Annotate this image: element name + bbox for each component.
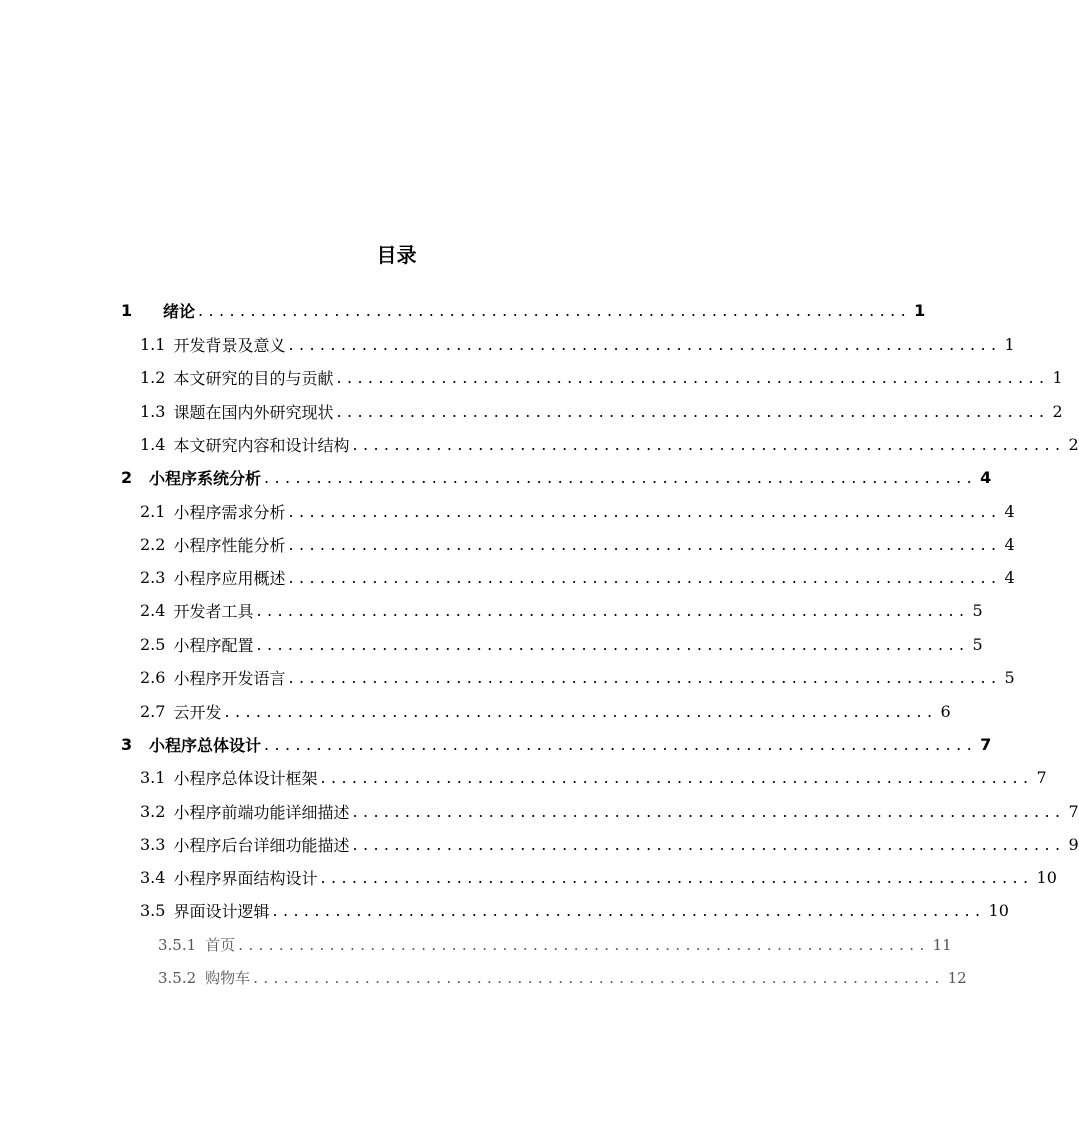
toc-entry-number: 3.5.1 (158, 935, 197, 954)
dot-leader: .................................................................... (238, 935, 930, 954)
toc-entry-number: 3.5 (140, 901, 166, 920)
dot-leader: .................................................................... (256, 601, 970, 620)
toc-entry-page: 2 (1052, 402, 1063, 421)
toc-entry-2-4[interactable] (140, 594, 983, 627)
toc-entry-number: 2 (121, 468, 133, 487)
toc-entry-1-2[interactable] (140, 361, 1063, 394)
toc-entry-label: 小程序应用概述 (173, 569, 286, 588)
toc-entry-page: 7 (980, 735, 992, 754)
toc-entry-label: 本文研究内容和设计结构 (173, 436, 350, 455)
dot-leader: .................................................................... (352, 802, 1066, 821)
toc-entry-number: 2.5 (140, 635, 166, 654)
toc-entry-3[interactable] (121, 728, 992, 761)
toc-entry-label: 小程序系统分析 (149, 469, 262, 488)
toc-entry-number: 3.3 (140, 835, 166, 854)
dot-leader: .................................................................... (253, 968, 945, 987)
toc-entry-page: 7 (1036, 768, 1047, 787)
toc-entry-2-5[interactable] (140, 628, 983, 661)
toc-entry-label: 小程序需求分析 (173, 503, 286, 522)
dot-leader: .................................................................... (352, 835, 1066, 854)
toc-entry-number: 2.3 (140, 568, 166, 587)
toc-entry-page: 4 (1004, 535, 1015, 554)
toc-entry-number: 2.7 (140, 702, 166, 721)
toc-entry-page: 11 (932, 935, 952, 954)
toc-entry-number: 1 (121, 301, 133, 320)
dot-leader: .................................................................... (288, 335, 1002, 354)
toc-entry-label: 本文研究的目的与贡献 (173, 369, 334, 388)
dot-leader: .................................................................... (320, 768, 1034, 787)
toc-entry-3-3[interactable] (140, 828, 1079, 861)
toc-entry-label: 小程序总体设计 (149, 736, 262, 755)
toc-entry-page: 10 (988, 901, 1009, 920)
toc-entry-page: 5 (972, 635, 983, 654)
dot-leader: .................................................................... (352, 435, 1066, 454)
toc-entry-label: 开发背景及意义 (173, 336, 286, 355)
toc-entry-page: 10 (1036, 868, 1057, 887)
toc-entry-number: 2.2 (140, 535, 166, 554)
toc-entry-page: 1 (1052, 368, 1063, 387)
dot-leader: .................................................................... (336, 402, 1050, 421)
toc-entry-page: 4 (1004, 568, 1015, 587)
toc-entry-3-5-2[interactable] (158, 961, 967, 994)
dot-leader: .................................................................... (264, 735, 978, 754)
toc-entry-page: 4 (980, 468, 992, 487)
dot-leader: .................................................................... (272, 901, 986, 920)
toc-entry-label: 购物车 (205, 969, 251, 987)
toc-entry-2-2[interactable] (140, 528, 1015, 561)
toc-entry-2-7[interactable] (140, 695, 951, 728)
dot-leader: .................................................................... (336, 368, 1050, 387)
toc-entry-label: 小程序性能分析 (173, 536, 286, 555)
toc-entry-page: 5 (1004, 668, 1015, 687)
toc-entry-number: 2.1 (140, 502, 166, 521)
toc-title: 目录 (376, 243, 417, 267)
toc-entry-page: 5 (972, 601, 983, 620)
toc-entry-2[interactable] (121, 461, 992, 494)
dot-leader: .................................................................... (288, 568, 1002, 587)
dot-leader: .................................................................... (288, 502, 1002, 521)
toc-entry-page: 1 (1004, 335, 1015, 354)
toc-entry-1-4[interactable] (140, 428, 1079, 461)
dot-leader: .................................................................... (320, 868, 1034, 887)
dot-leader: .................................................................... (224, 702, 938, 721)
toc-entry-label: 云开发 (173, 703, 222, 722)
toc-entry-1[interactable] (121, 294, 926, 327)
toc-entry-number: 3 (121, 735, 133, 754)
toc-entry-label: 首页 (205, 936, 236, 954)
toc-entry-label: 小程序前端功能详细描述 (173, 803, 350, 822)
toc-entry-number: 3.4 (140, 868, 166, 887)
toc-entry-3-2[interactable] (140, 795, 1079, 828)
toc-entry-page: 6 (940, 702, 951, 721)
toc-entry-1-1[interactable] (140, 328, 1015, 361)
toc-entry-label: 小程序配置 (173, 636, 254, 655)
toc-entry-page: 12 (947, 968, 967, 987)
toc-entry-number: 1.4 (140, 435, 166, 454)
dot-leader: .................................................................... (288, 535, 1002, 554)
toc-entry-label: 小程序开发语言 (173, 669, 286, 688)
dot-leader: .................................................................... (198, 301, 912, 320)
toc-entry-3-5[interactable] (140, 894, 1009, 927)
toc-entry-number: 2.4 (140, 601, 166, 620)
toc-entry-page: 1 (914, 301, 926, 320)
toc-entry-number: 2.6 (140, 668, 166, 687)
toc-entry-label: 绪论 (163, 302, 196, 321)
toc-entry-number: 1.2 (140, 368, 166, 387)
toc-entry-page: 2 (1068, 435, 1079, 454)
toc-entry-number: 1.3 (140, 402, 166, 421)
toc-entry-1-3[interactable] (140, 395, 1063, 428)
toc-entry-number: 3.1 (140, 768, 166, 787)
toc-entry-page: 9 (1068, 835, 1079, 854)
toc-entry-page: 4 (1004, 502, 1015, 521)
toc-entry-number: 1.1 (140, 335, 166, 354)
dot-leader: .................................................................... (288, 668, 1002, 687)
dot-leader: .................................................................... (264, 468, 978, 487)
toc-entry-label: 开发者工具 (173, 602, 254, 621)
toc-entry-3-5-1[interactable] (158, 928, 952, 961)
toc-entry-page: 7 (1068, 802, 1079, 821)
dot-leader: .................................................................... (256, 635, 970, 654)
toc-entry-2-3[interactable] (140, 561, 1015, 594)
toc-entry-label: 小程序后台详细功能描述 (173, 836, 350, 855)
toc-entry-2-1[interactable] (140, 495, 1015, 528)
toc-entry-number: 3.5.2 (158, 968, 197, 987)
toc-entry-3-1[interactable] (140, 761, 1047, 794)
toc-entry-label: 界面设计逻辑 (173, 902, 270, 921)
toc-entry-label: 课题在国内外研究现状 (173, 403, 334, 422)
toc-entry-number: 3.2 (140, 802, 166, 821)
toc-entry-2-6[interactable] (140, 661, 1015, 694)
toc-entry-label: 小程序界面结构设计 (173, 869, 318, 888)
toc-entry-3-4[interactable] (140, 861, 1057, 894)
toc-entry-label: 小程序总体设计框架 (173, 769, 318, 788)
